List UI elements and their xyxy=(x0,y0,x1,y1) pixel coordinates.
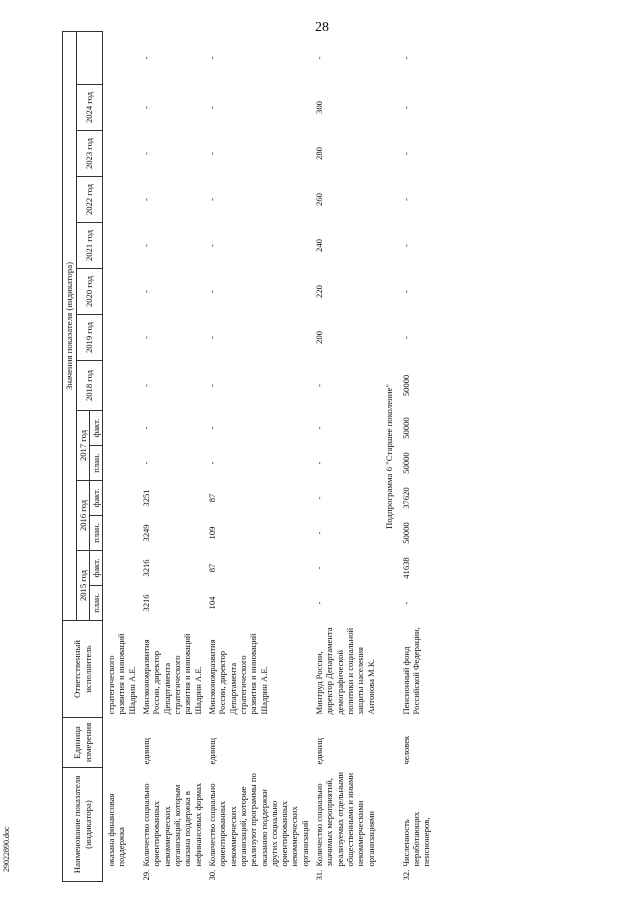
header-2017-plan: план. xyxy=(89,446,102,481)
value-cell: - xyxy=(206,290,217,293)
value-cell xyxy=(103,269,139,315)
page-number: 28 xyxy=(315,20,329,35)
table-row xyxy=(139,31,205,881)
unit-cell: единиц xyxy=(141,738,152,765)
unit-cell: единиц xyxy=(206,738,217,765)
value-cell xyxy=(103,85,139,131)
header-year-2018: 2018 год xyxy=(76,361,103,411)
value-cell: 87 xyxy=(206,563,217,573)
value-cell: - xyxy=(206,336,217,339)
value-cell: 41638 xyxy=(400,557,411,579)
value-cell: - xyxy=(141,244,152,247)
table-row xyxy=(399,31,434,881)
value-cell: 240 xyxy=(314,239,325,252)
value-cell: - xyxy=(400,244,411,247)
value-cell: - xyxy=(400,290,411,293)
value-cell xyxy=(103,586,139,621)
row-number xyxy=(103,868,139,882)
value-cell: 109 xyxy=(206,526,217,540)
value-cell: 87 xyxy=(206,493,217,503)
value-cell: - xyxy=(400,56,411,60)
header-values-group: Значения показателя (индикатора) xyxy=(63,31,77,620)
value-cell xyxy=(103,516,139,551)
responsible-cell: Минэкономразвития России, директор Департамента стратегического развития и инноваций Шадрин А.Е. xyxy=(206,633,269,715)
value-cell: - xyxy=(400,106,411,109)
indicator-name: Численность неработающих пенсионеров, xyxy=(400,811,432,867)
header-year-2024: 2024 год xyxy=(76,85,103,131)
value-cell: - xyxy=(141,336,152,339)
indicator-name: оказана финансовая поддержка xyxy=(106,793,127,867)
responsible-cell: Минтруд России, директор Департамента демографической политики и социальной защиты населения Антонова М.К. xyxy=(314,627,376,715)
responsible-cell: Минэкономразвития России, директор Департамента стратегического развития и инноваций Шадрин А.Е. xyxy=(141,633,203,715)
value-cell: - xyxy=(400,198,411,201)
value-cell xyxy=(103,131,139,177)
value-cell: 104 xyxy=(206,596,217,610)
table-header xyxy=(63,31,103,881)
header-year-2015: 2015 год xyxy=(76,551,89,621)
value-cell xyxy=(103,481,139,516)
value-cell: - xyxy=(141,106,152,109)
table-row xyxy=(103,31,139,881)
header-year-2022: 2022 год xyxy=(76,177,103,223)
indicators-table-sheet xyxy=(62,32,610,882)
unit-cell xyxy=(103,718,139,768)
value-cell: 50000 xyxy=(400,452,411,474)
header-year-empty xyxy=(76,31,103,84)
value-cell: 37620 xyxy=(400,487,411,509)
value-cell xyxy=(103,177,139,223)
value-cell: - xyxy=(206,244,217,247)
value-cell: - xyxy=(206,426,217,430)
unit-cell: единиц xyxy=(314,738,325,765)
subprogram-title: Подпрограмма 6 "Старшее поколение" xyxy=(383,383,394,529)
value-cell: 50000 xyxy=(400,374,411,397)
value-cell xyxy=(103,446,139,481)
value-cell: 200 xyxy=(314,331,325,344)
header-responsible: Ответственный исполнитель xyxy=(63,621,103,718)
responsible-cell: Пенсионный фонд Российской Федерации, xyxy=(400,627,421,715)
value-cell xyxy=(103,361,139,411)
value-cell: 3216 xyxy=(141,559,152,577)
value-cell: 260 xyxy=(314,193,325,206)
value-cell: - xyxy=(314,531,325,535)
value-cell: 280 xyxy=(314,147,325,160)
value-cell: 50000 xyxy=(400,522,411,544)
value-cell: - xyxy=(314,426,325,430)
table-row xyxy=(205,31,312,881)
indicator-name: Количество социально ориентированных некоммерческих организаций, которые реализуют программы по оказанию поддержки других социально ориентированных некоммерческих организаций xyxy=(206,773,310,867)
table-row xyxy=(312,31,378,881)
header-year-2020: 2020 год xyxy=(76,269,103,315)
row-number: 29. xyxy=(141,869,152,881)
header-2016-plan: план. xyxy=(89,516,102,551)
value-cell xyxy=(103,551,139,586)
unit-cell: человек xyxy=(400,735,411,765)
value-cell: - xyxy=(400,152,411,155)
value-cell xyxy=(103,411,139,446)
value-cell: - xyxy=(206,198,217,201)
value-cell: - xyxy=(206,152,217,155)
value-cell: - xyxy=(206,106,217,109)
value-cell: 3251 xyxy=(141,489,152,507)
responsible-cell: стратегического развития и инноваций Шадрин А.Е. xyxy=(106,633,137,715)
value-cell: - xyxy=(314,601,325,605)
value-cell: - xyxy=(400,601,411,605)
value-cell: 50000 xyxy=(400,417,411,439)
header-2016-fact: факт. xyxy=(89,481,102,516)
value-cell: - xyxy=(206,56,217,60)
value-cell: - xyxy=(141,198,152,201)
row-number: 32. xyxy=(400,869,411,881)
row-number: 31. xyxy=(314,869,325,881)
value-cell: - xyxy=(400,336,411,339)
header-year-2021: 2021 год xyxy=(76,223,103,269)
table-body xyxy=(103,31,434,881)
value-cell: 3216 xyxy=(141,594,152,612)
value-cell: - xyxy=(141,461,152,465)
value-cell: 3249 xyxy=(141,524,152,542)
header-year-2017: 2017 год xyxy=(76,411,89,481)
value-cell: - xyxy=(206,384,217,387)
value-cell: - xyxy=(314,496,325,500)
value-cell: - xyxy=(141,290,152,293)
header-year-2019: 2019 год xyxy=(76,315,103,361)
value-cell xyxy=(103,223,139,269)
header-2015-plan: план. xyxy=(89,586,102,621)
indicator-name: Количество социально ориентированных некоммерческих организаций, которым оказана поддержка в нефинансовых формах xyxy=(141,782,203,867)
header-indicator-name: Наименование показателя (индикатора) xyxy=(63,768,103,882)
indicators-table xyxy=(62,31,433,882)
value-cell xyxy=(103,315,139,361)
value-cell: - xyxy=(314,461,325,465)
header-year-2023: 2023 год xyxy=(76,131,103,177)
header-year-2016: 2016 год xyxy=(76,481,89,551)
value-cell xyxy=(103,31,139,84)
subprogram-row xyxy=(378,31,399,881)
value-cell: - xyxy=(141,152,152,155)
header-2015-fact: факт. xyxy=(89,551,102,586)
row-number: 30. xyxy=(206,869,217,881)
value-cell: - xyxy=(314,384,325,387)
indicator-name: Количество социально значимых мероприятий, реализуемых отдельными общественными и иными некоммерческими организациями xyxy=(314,772,376,867)
value-cell: - xyxy=(141,56,152,60)
document-code: 29022890.doc xyxy=(2,826,11,872)
value-cell: - xyxy=(314,56,325,60)
value-cell: - xyxy=(141,426,152,430)
value-cell: - xyxy=(141,384,152,387)
header-unit: Единица измерения xyxy=(63,718,103,768)
value-cell: - xyxy=(206,461,217,465)
header-2017-fact: факт. xyxy=(89,411,102,446)
value-cell: - xyxy=(314,566,325,570)
value-cell: 300 xyxy=(314,101,325,114)
value-cell: 220 xyxy=(314,285,325,298)
